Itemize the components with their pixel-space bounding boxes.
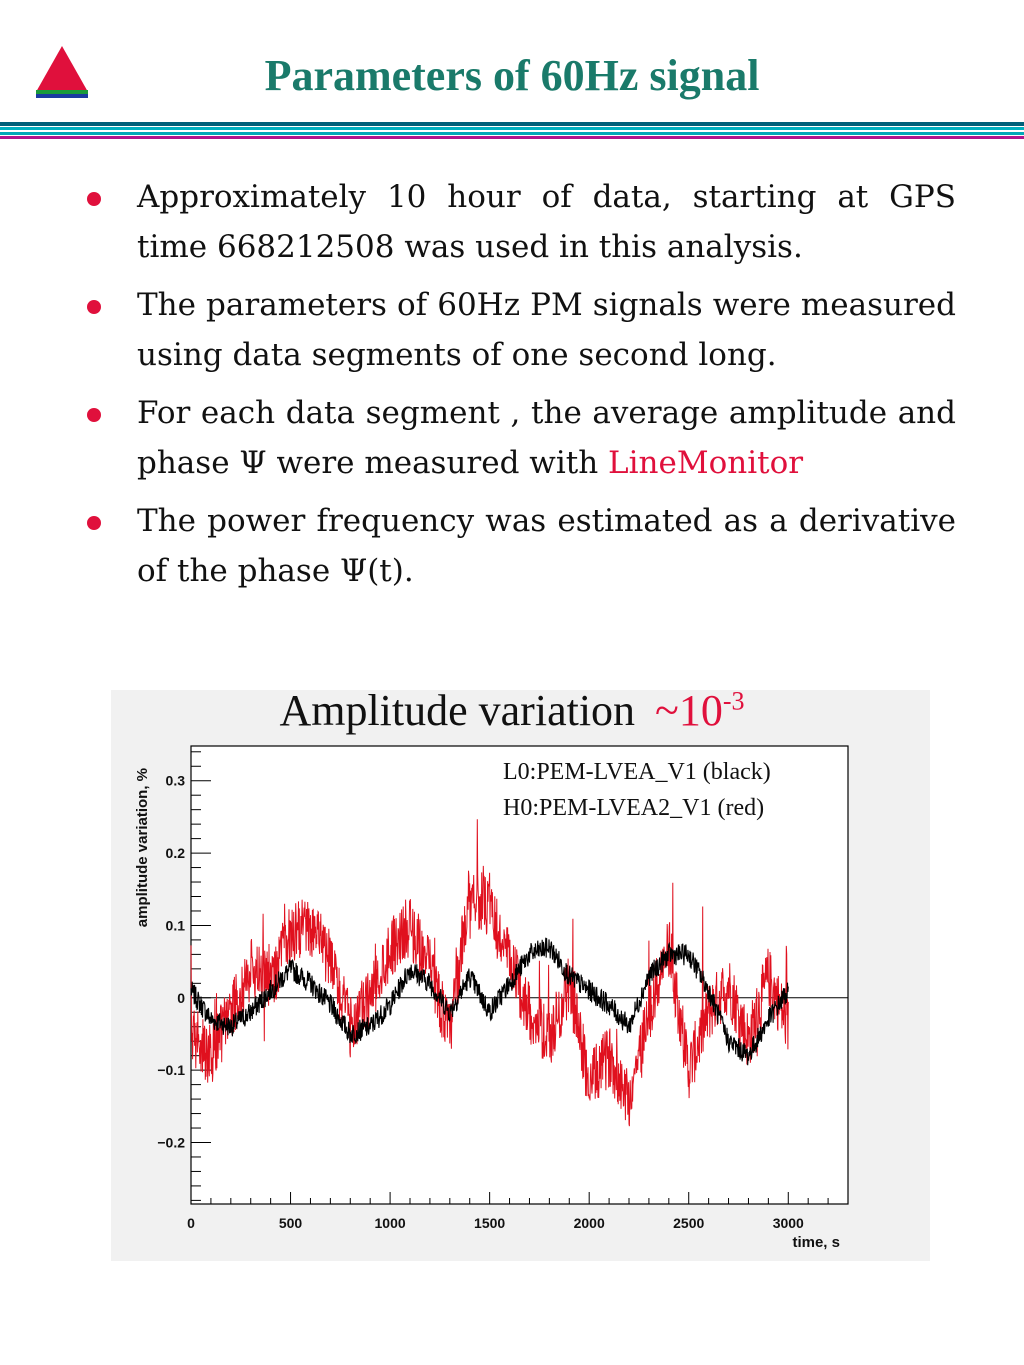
x-tick-label: 3000 xyxy=(772,1215,804,1231)
chart-heading-order xyxy=(655,686,744,735)
y-tick-label: −0.1 xyxy=(157,1062,185,1079)
chart-heading-exponent: -3 xyxy=(722,686,745,716)
y-tick-label: 0 xyxy=(177,989,185,1006)
bullet-dot-icon xyxy=(87,408,101,422)
bullet-text: For each data segment , the average amplitude and phase Ψ were measured with xyxy=(137,395,956,481)
y-tick-label: −0.2 xyxy=(157,1134,185,1151)
slide-title: Parameters of 60Hz signal xyxy=(264,51,760,100)
chart-heading-text: Amplitude variation xyxy=(279,686,636,735)
bullet-item xyxy=(80,280,956,380)
bullet-text: Approximately 10 hour of data, starting at GPS time 668212508 was used in this analysis. xyxy=(137,179,956,265)
x-tick-label: 1000 xyxy=(374,1215,406,1231)
y-tick-label: 0.1 xyxy=(165,917,185,934)
bullet-item xyxy=(80,172,956,272)
legend-entry: L0:PEM-LVEA_V1 (black) xyxy=(503,759,771,785)
y-tick-label: 0.3 xyxy=(165,772,185,789)
x-tick-label: 2000 xyxy=(573,1215,605,1231)
bullet-item xyxy=(80,496,956,596)
bullet-list xyxy=(80,172,956,604)
x-tick-label: 500 xyxy=(278,1215,303,1231)
bullet-dot-icon xyxy=(87,516,101,530)
x-axis-label: time, s xyxy=(792,1234,840,1251)
bullet-dot-icon xyxy=(87,192,101,206)
bullet-text: The power frequency was estimated as a derivative of the phase Ψ(t). xyxy=(137,503,956,589)
x-tick-label: 0 xyxy=(187,1215,195,1231)
y-tick-label: 0.2 xyxy=(165,845,185,862)
linemonitor-highlight: LineMonitor xyxy=(608,445,804,481)
y-axis-label: amplitude variation, % xyxy=(134,768,151,928)
x-tick-label: 2500 xyxy=(673,1215,705,1231)
bullet-text: The parameters of 60Hz PM signals were measured using data segments of one second long. xyxy=(137,287,956,373)
bullet-dot-icon xyxy=(87,300,101,314)
bullet-item xyxy=(80,388,956,488)
amplitude-chart xyxy=(111,690,930,1261)
chart-heading-approx: ~10 xyxy=(655,686,723,735)
legend-entry: H0:PEM-LVEA2_V1 (red) xyxy=(503,795,765,821)
title-divider xyxy=(0,122,1024,140)
x-tick-label: 1500 xyxy=(474,1215,506,1231)
chart-heading xyxy=(0,685,1024,736)
